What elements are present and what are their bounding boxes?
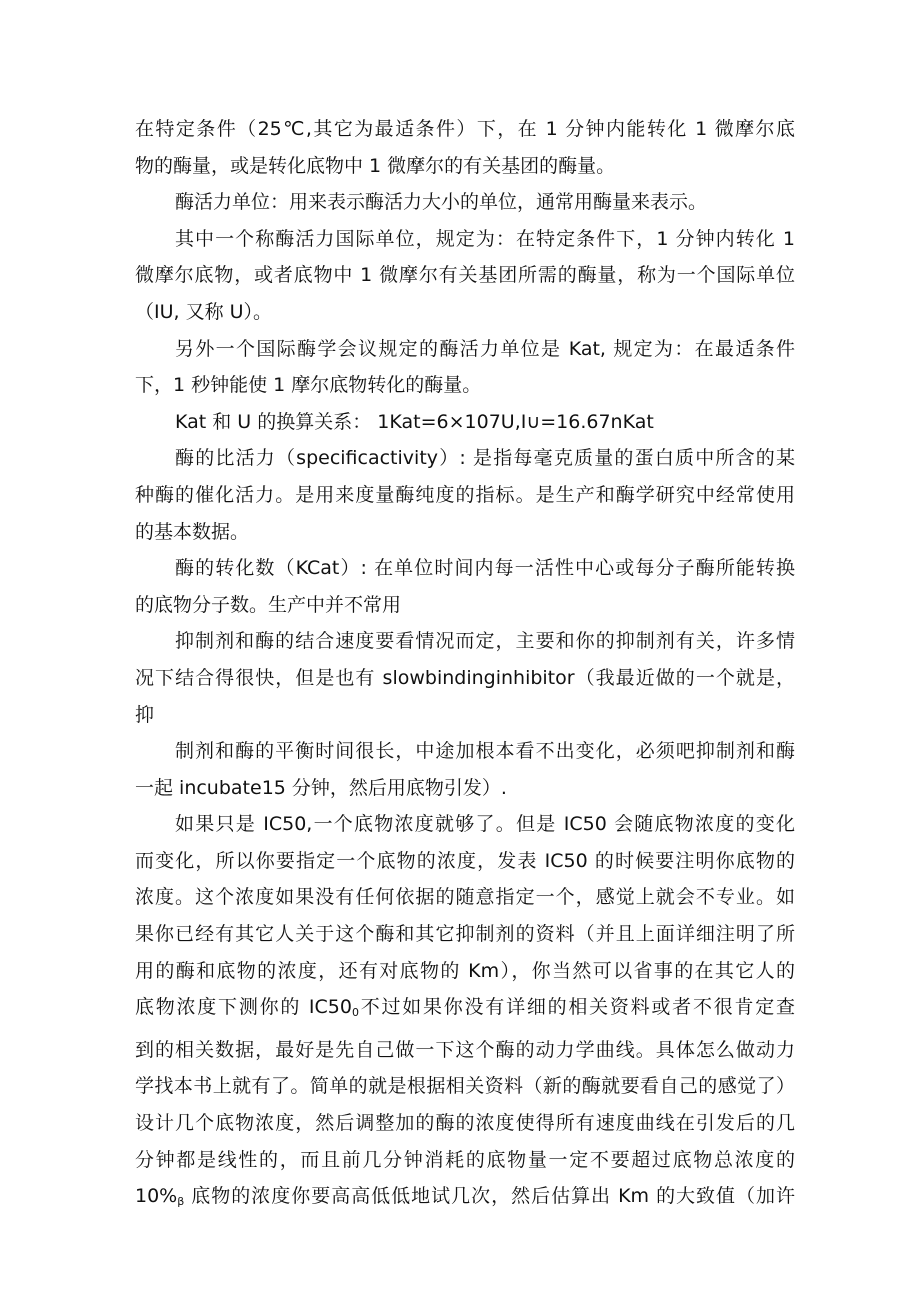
text-line: 其中一个称酶活力国际单位，规定为：在特定条件下，1 分钟内转化 1 xyxy=(175,227,795,250)
paragraph-conversion xyxy=(135,404,795,441)
text-fragment: 10% xyxy=(135,1185,178,1208)
text-line: 分钟都是线性的，而且前几分钟消耗的底物量一定不要超过底物总浓度的 xyxy=(135,1148,795,1171)
text-line: 况下结合得很快，但是也有 slowbindinginhibitor（我最近做的一个就是， xyxy=(135,666,795,689)
text-line-ic50 xyxy=(135,989,795,1032)
paragraph-international-unit xyxy=(135,221,795,331)
paragraph-inhibitor-equilibrium xyxy=(135,733,795,806)
text-line: 到的相关数据，最好是先自己做一下这个酶的动力学曲线。具体怎么做动力 xyxy=(135,1038,795,1061)
subscript: 0 xyxy=(351,1006,359,1020)
paragraph-inhibitor-binding xyxy=(135,623,795,733)
text-line: 微摩尔底物，或者底物中 1 微摩尔有关基团所需的酶量，称为一个国际单位 xyxy=(135,264,795,287)
text-line: 果你已经有其它人关于这个酶和其它抑制剂的资料（并且上面详细注明了所 xyxy=(135,923,795,946)
paragraph-kcat xyxy=(135,550,795,623)
text-fragment: 底物的浓度你要高高低低地试几次，然后估算出 Km 的大致值（加许 xyxy=(184,1185,795,1208)
document-page xyxy=(135,111,795,1221)
text-line: 学找本书上就有了。简单的就是根据相关资料（新的酶就要看自己的感觉了） xyxy=(135,1075,795,1098)
subscript: β xyxy=(177,1195,185,1209)
paragraph-specific-activity xyxy=(135,440,795,550)
text-line: 在特定条件（25℃,其它为最适条件）下，在 1 分钟内能转化 1 微摩尔底 xyxy=(135,118,795,140)
paragraph-activity-unit xyxy=(135,184,795,221)
text-line: 酶的转化数（KCat）: 在单位时间内每一活性中心或每分子酶所能转换 xyxy=(175,557,795,580)
text-line: 设计几个底物浓度，然后调整加的酶的浓度使得所有速度曲线在引发后的几 xyxy=(135,1112,795,1135)
text-line: 的基本数据。 xyxy=(135,520,250,543)
text-line: 抑 xyxy=(135,703,155,726)
text-line: 抑制剂和酶的结合速度要看情况而定，主要和你的抑制剂有关，许多情 xyxy=(175,630,795,653)
text-line: 种酶的催化活力。是用来度量酶纯度的指标。是生产和酶学研究中经常使用 xyxy=(135,483,795,506)
text-line: 制剂和酶的平衡时间很长，中途加根本看不出变化，必须吧抑制剂和酶 xyxy=(175,740,795,763)
paragraph-kat-unit xyxy=(135,331,795,404)
paragraph-iu-definition-cont xyxy=(135,111,795,184)
text-line: 如果只是 IC50,一个底物浓度就够了。但是 IC50 会随底物浓度的变化 xyxy=(175,813,795,836)
text-line-last xyxy=(135,1178,795,1221)
text-line: 的底物分子数。生产中并不常用 xyxy=(135,593,402,616)
text-line: 下，1 秒钟能使 1 摩尔底物转化的酶量。 xyxy=(135,374,482,397)
text-line: 而变化，所以你要指定一个底物的浓度，发表 IC50 的时候要注明你底物的 xyxy=(135,849,795,872)
text-line: 浓度。这个浓度如果没有任何依据的随意指定一个，感觉上就会不专业。如 xyxy=(135,886,795,909)
text-fragment: 不过如果你没有详细的相关资料或者不很肯定查 xyxy=(358,996,795,1019)
text-fragment: 底物浓度下测你的 IC50 xyxy=(135,996,352,1019)
text-line: 用的酶和底物的浓度，还有对底物的 Km），你当然可以省事的在其它人的 xyxy=(135,959,795,982)
text-line: 另外一个国际酶学会议规定的酶活力单位是 Kat, 规定为：在最适条件 xyxy=(175,337,795,360)
paragraph-ic50 xyxy=(135,806,795,1221)
text-line: 酶的比活力（specificactivity）: 是指每毫克质量的蛋白质中所含的某 xyxy=(175,447,795,470)
text-line: Kat 和 U 的换算关系： 1Kat=6×107U,I∪=16.67nKat xyxy=(175,410,654,433)
text-line: （IU, 又称 U）。 xyxy=(135,300,273,323)
text-line: 一起 incubate15 分钟，然后用底物引发）. xyxy=(135,776,507,799)
text-line: 物的酶量，或是转化底物中 1 微摩尔的有关基团的酶量。 xyxy=(135,154,616,177)
text-line: 酶活力单位：用来表示酶活力大小的单位，通常用酶量来表示。 xyxy=(175,191,708,214)
